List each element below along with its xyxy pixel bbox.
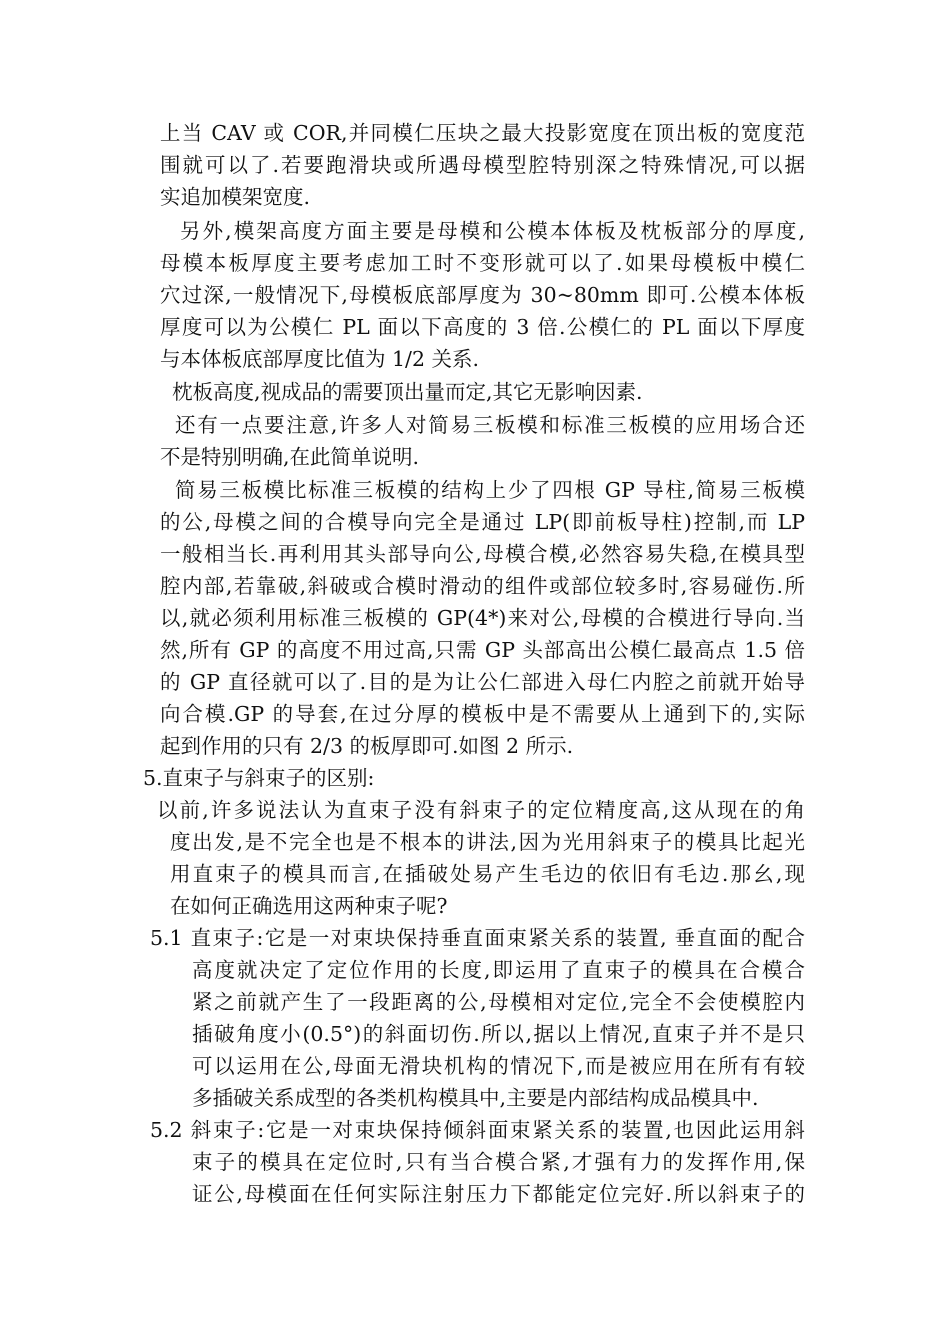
text-line: 不是特别明确,在此简单说明. [160,445,420,469]
text-line: 简易三板模比标准三板模的结构上少了四根 GP 导柱,简易三板模 [175,478,805,502]
subsection-line: 5.2 斜束子:它是一对束块保持倾斜面束紧关系的装置,也因此运用斜 [150,1118,805,1142]
text-line: 穴过深,一般情况下,母模板底部厚度为 30~80mm 即可.公模本体板 [160,283,805,307]
text-line: 的公,母模之间的合模导向完全是通过 LP(即前板导柱)控制,而 LP [160,510,805,534]
text-line: 度出发,是不完全也是不根本的讲法,因为光用斜束子的模具比起光 [170,830,805,854]
text-line: 上当 CAV 或 COR,并同模仁压块之最大投影宽度在顶出板的宽度范 [160,121,805,145]
text-line: 母模本板厚度主要考虑加工时不变形就可以了.如果母模板中模仁 [160,251,805,275]
text-line: 高度就决定了定位作用的长度,即运用了直束子的模具在合模合 [192,958,805,982]
text-line: 紧之前就产生了一段距离的公,母模相对定位,完全不会使模腔内 [192,990,805,1014]
text-line: 用直束子的模具而言,在插破处易产生毛边的依旧有毛边.那幺,现 [170,862,805,886]
text-line: 以前,许多说法认为直束子没有斜束子的定位精度高,这从现在的角 [157,798,805,822]
text-line: 束子的模具在定位时,只有当合模合紧,才强有力的发挥作用,保 [192,1150,805,1174]
text-line: 的 GP 直径就可以了.目的是为让公仁部进入母仁内腔之前就开始导 [160,670,805,694]
text-line: 证公,母模面在任何实际注射压力下都能定位完好.所以斜束子的 [192,1182,805,1206]
text-line: 与本体板底部厚度比值为 1/2 关系. [160,347,480,371]
text-line: 可以运用在公,母面无滑块机构的情况下,而是被应用在所有有较 [192,1054,805,1078]
section-heading: 5.直束子与斜束子的区别: [143,766,375,790]
text-line: 一般相当长.再利用其头部导向公,母模合模,必然容易失稳,在模具型 [160,542,805,566]
text-line: 在如何正确选用这两种束子呢? [170,894,448,918]
text-line: 以,就必须利用标准三板模的 GP(4*)来对公,母模的合模进行导向.当 [160,606,805,630]
text-line: 起到作用的只有 2/3 的板厚即可.如图 2 所示. [160,734,574,758]
text-line: 实追加模架宽度. [160,185,311,209]
text-line: 插破角度小(0.5°)的斜面切伤.所以,据以上情况,直束子并不是只 [192,1022,805,1046]
text-line: 多插破关系成型的各类机构模具中,主要是内部结构成品模具中. [192,1086,759,1110]
subsection-line: 5.1 直束子:它是一对束块保持垂直面束紧关系的装置, 垂直面的配合 [150,926,805,950]
text-line: 围就可以了.若要跑滑块或所遇母模型腔特别深之特殊情况,可以据 [160,153,805,177]
text-line: 然,所有 GP 的高度不用过高,只需 GP 头部高出公模仁最高点 1.5 倍 [160,638,805,662]
text-line: 还有一点要注意,许多人对简易三板模和标准三板模的应用场合还 [175,413,805,437]
text-line: 腔内部,若靠破,斜破或合模时滑动的组件或部位较多时,容易碰伤.所 [160,574,805,598]
text-line: 另外,模架高度方面主要是母模和公模本体板及枕板部分的厚度, [180,219,805,243]
text-line: 枕板高度,视成品的需要顶出量而定,其它无影响因素. [172,380,643,404]
text-line: 向合模.GP 的导套,在过分厚的模板中是不需要从上通到下的,实际 [160,702,805,726]
text-line: 厚度可以为公模仁 PL 面以下高度的 3 倍.公模仁的 PL 面以下厚度 [160,315,805,339]
